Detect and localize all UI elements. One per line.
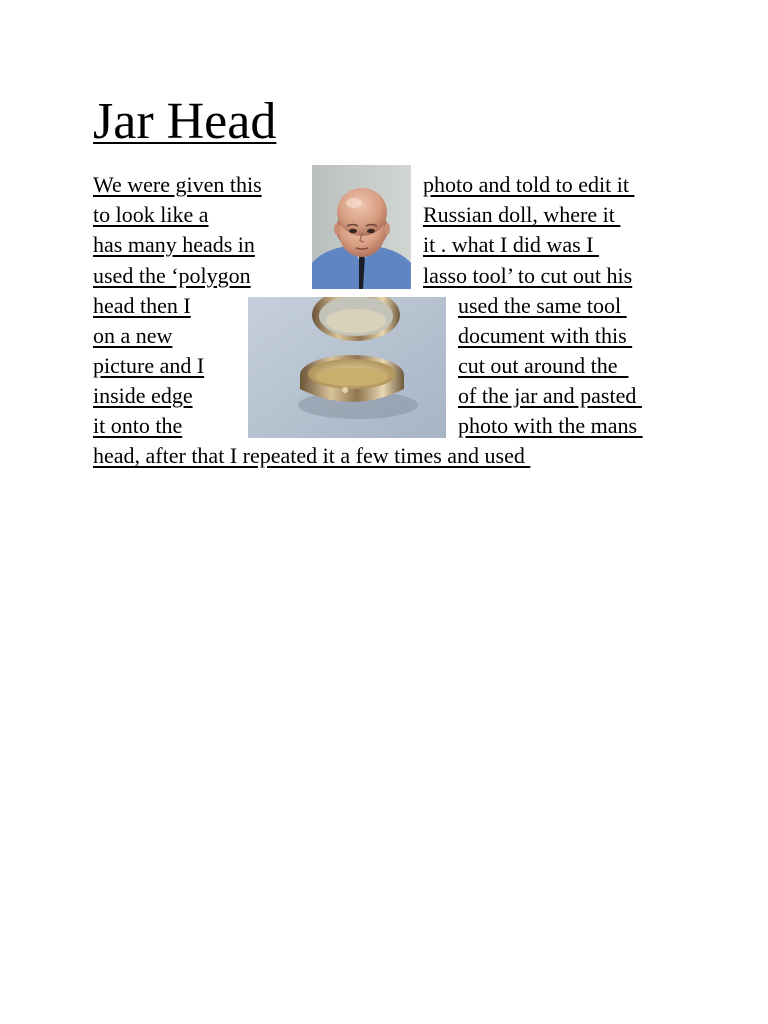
jar-photo: [248, 297, 446, 438]
text-line: it . what I did was I: [423, 232, 599, 257]
man-photo: [312, 165, 411, 289]
page-title: Jar Head: [93, 93, 277, 150]
jar-photo-image: [248, 297, 446, 438]
text-line: document with this: [458, 323, 633, 348]
text-line: of the jar and pasted: [458, 383, 642, 408]
text-line: photo and told to edit it: [423, 172, 635, 197]
text-line: has many heads in: [93, 232, 255, 257]
text-line: We were given this: [93, 172, 262, 197]
text-line: picture and I: [93, 353, 205, 378]
text-line: Russian doll, where it: [423, 202, 621, 227]
text-line: on a new: [93, 323, 173, 348]
text-line: photo with the mans: [458, 413, 643, 438]
text-line: inside edge: [93, 383, 193, 408]
text-line: used the same tool: [458, 293, 627, 318]
text-line: used the ‘polygon: [93, 263, 251, 288]
text-line: cut out around the: [458, 353, 629, 378]
text-line: it onto the: [93, 413, 183, 438]
man-photo-image: [312, 165, 411, 289]
text-line: head, after that I repeated it a few times and used: [93, 443, 531, 468]
text-line: lasso tool’ to cut out his: [423, 263, 633, 288]
text-line: head then I: [93, 293, 191, 318]
text-line: to look like a: [93, 202, 209, 227]
